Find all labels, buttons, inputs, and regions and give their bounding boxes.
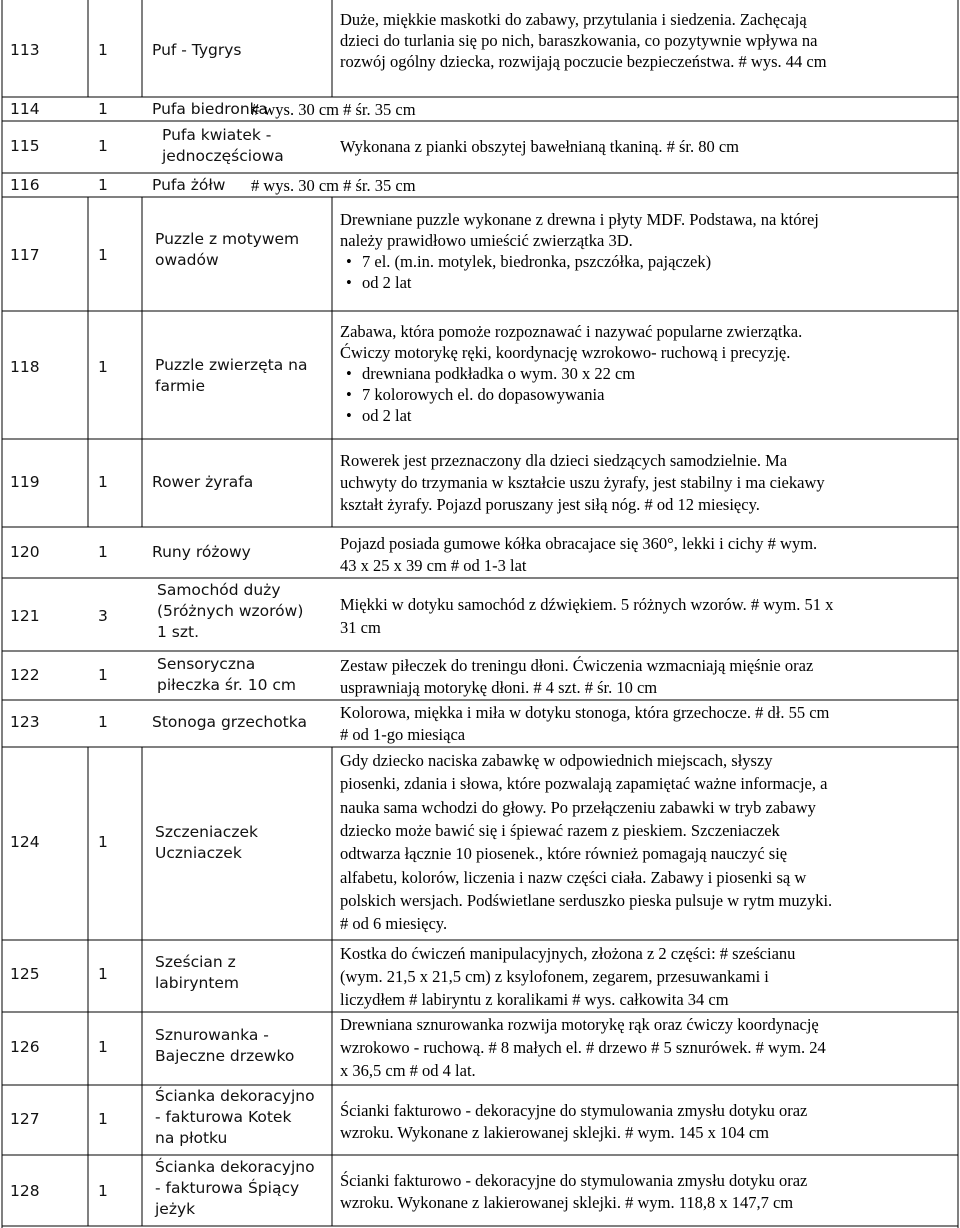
bullet-text: od 2 lat bbox=[362, 273, 412, 292]
item-description-line: rozwój ogólny dziecka, rozwijają poczucie bezpieczeństwa. # wys. 44 cm bbox=[340, 52, 827, 71]
item-name-line: Puf - Tygrys bbox=[152, 41, 242, 59]
row-number: 121 bbox=[10, 607, 40, 625]
item-description-line: x 36,5 cm # od 4 lat. bbox=[340, 1061, 476, 1080]
item-name-line: jeżyk bbox=[155, 1200, 196, 1218]
item-name-line: - fakturowa Śpiący bbox=[155, 1179, 300, 1197]
row-number: 120 bbox=[10, 543, 40, 561]
item-description-line: Drewniane puzzle wykonane z drewna i płyty MDF. Podstawa, na której bbox=[340, 210, 819, 229]
row-number: 119 bbox=[10, 473, 40, 491]
bullet-item bbox=[346, 363, 635, 384]
row-number: 122 bbox=[10, 666, 40, 684]
bullet-icon: • bbox=[346, 406, 352, 425]
row-quantity: 1 bbox=[98, 100, 108, 118]
row-quantity: 1 bbox=[98, 473, 108, 491]
item-name-line: farmie bbox=[155, 377, 205, 395]
item-description-line: Zabawa, która pomoże rozpoznawać i nazywać popularne zwierzątka. bbox=[340, 322, 803, 341]
item-description-line: Ćwiczy motorykę ręki, koordynację wzrokowo- ruchową i precyzję. bbox=[340, 343, 791, 362]
item-description-line: liczydłem # labiryntu z koralikami # wys. całkowita 34 cm bbox=[340, 990, 729, 1009]
item-name-line: 1 szt. bbox=[157, 623, 200, 641]
item-name-line: na płotku bbox=[155, 1129, 228, 1147]
item-description-line: # wys. 30 cm # śr. 35 cm bbox=[251, 176, 416, 195]
row-number: 114 bbox=[10, 100, 40, 118]
item-description-line: wzrokowo - ruchową. # 8 małych el. # drzewo # 5 sznurówek. # wym. 24 bbox=[340, 1038, 826, 1057]
item-name-line: - fakturowa Kotek bbox=[155, 1108, 292, 1126]
item-description-line: Pojazd posiada gumowe kółka obracajace się 360°, lekki i cichy # wym. bbox=[340, 534, 818, 553]
item-description-line: # od 6 miesięcy. bbox=[340, 914, 448, 934]
bullet-text: od 2 lat bbox=[362, 406, 412, 425]
row-quantity: 1 bbox=[98, 965, 108, 983]
item-description-line: Gdy dziecko naciska zabawkę w odpowiednich miejscach, słyszy bbox=[340, 751, 773, 770]
row-number: 118 bbox=[10, 358, 40, 376]
row-quantity: 1 bbox=[98, 713, 108, 731]
row-quantity: 1 bbox=[98, 666, 108, 684]
item-name-line: Sznurowanka - bbox=[155, 1026, 269, 1044]
item-description-line: Ścianki fakturowo - dekoracyjne do stymulowania zmysłu dotyku oraz bbox=[340, 1171, 808, 1190]
item-name-line: Puzzle z motywem bbox=[155, 230, 300, 248]
row-number: 115 bbox=[10, 137, 40, 155]
item-description-line: należy prawidłowo umieścić zwierzątka 3D. bbox=[340, 231, 633, 250]
item-name-line: Samochód duży bbox=[157, 581, 281, 599]
item-name-line: Uczniaczek bbox=[155, 844, 242, 862]
item-description-line: dziecko może bawić się i śpiewać razem z pieskiem. Szczeniaczek bbox=[340, 820, 780, 840]
row-quantity: 1 bbox=[98, 1110, 108, 1128]
item-name-line: piłeczka śr. 10 cm bbox=[157, 676, 297, 694]
row-number: 124 bbox=[10, 833, 40, 851]
bullet-text: drewniana podkładka o wym. 30 x 22 cm bbox=[362, 364, 636, 383]
item-description-line: dzieci do turlania się po nich, baraszkowania, co pozytywnie wpływa na bbox=[340, 31, 818, 50]
bullet-item bbox=[346, 272, 412, 293]
bullet-icon: • bbox=[346, 252, 352, 271]
item-name-line: Ścianka dekoracyjno bbox=[155, 1087, 315, 1105]
item-description-line: piosenki, zdania i słowa, które pozwalają zapamiętać ważne informacje, a bbox=[340, 774, 828, 794]
item-description-line: Duże, miękkie maskotki do zabawy, przytulania i siedzenia. Zachęcają bbox=[340, 10, 807, 29]
row-number: 116 bbox=[10, 176, 40, 194]
row-number: 128 bbox=[10, 1182, 40, 1200]
row-quantity: 1 bbox=[98, 833, 108, 851]
row-number: 125 bbox=[10, 965, 40, 983]
bullet-item bbox=[346, 251, 711, 272]
bullet-icon: • bbox=[346, 385, 352, 404]
item-name-line: Bajeczne drzewko bbox=[155, 1047, 295, 1065]
item-description-line: alfabetu, kolorów, liczenia i nazw części ciała. Zabawy i piosenki są w bbox=[340, 867, 807, 887]
row-quantity: 1 bbox=[98, 1038, 108, 1056]
row-number: 126 bbox=[10, 1038, 40, 1056]
item-description-line: (wym. 21,5 x 21,5 cm) z ksylofonem, zegarem, przesuwankami i bbox=[340, 967, 769, 986]
item-description-line: Wykonana z pianki obszytej bawełnianą tkaniną. # śr. 80 cm bbox=[340, 137, 740, 156]
item-description-line: Kostka do ćwiczeń manipulacyjnych, złożona z 2 części: # sześcianu bbox=[340, 944, 796, 963]
item-description-line: Drewniana sznurowanka rozwija motorykę rąk oraz ćwiczy koordynację bbox=[340, 1015, 819, 1034]
item-description-line: # od 1-go miesiąca bbox=[340, 725, 466, 744]
bullet-text: 7 el. (m.in. motylek, biedronka, pszczółka, pajączek) bbox=[362, 252, 712, 271]
item-description-line: 43 x 25 x 39 cm # od 1-3 lat bbox=[340, 556, 527, 575]
row-quantity: 1 bbox=[98, 246, 108, 264]
row-quantity: 1 bbox=[98, 358, 108, 376]
item-description-line: kształt żyrafy. Pojazd poruszany jest siłą nóg. # od 12 miesięcy. bbox=[340, 495, 760, 514]
item-name-line: Stonoga grzechotka bbox=[152, 713, 307, 731]
item-description-line: Rowerek jest przeznaczony dla dzieci siedzących samodzielnie. Ma bbox=[340, 451, 788, 470]
item-description-line: nauka sama wchodzi do głowy. Po przełączeniu zabawki w tryb zabawy bbox=[340, 797, 816, 817]
item-name-line: Pufa biedronka bbox=[152, 100, 268, 118]
row-quantity: 1 bbox=[98, 41, 108, 59]
bullet-item bbox=[346, 405, 412, 426]
item-name-line: Sensoryczna bbox=[157, 655, 256, 673]
item-name-line: jednoczęściowa bbox=[162, 147, 284, 165]
item-description-line: Kolorowa, miękka i miła w dotyku stonoga, która grzechocze. # dł. 55 cm bbox=[340, 703, 830, 722]
item-description-line: Zestaw piłeczek do treningu dłoni. Ćwiczenia wzmacniają mięśnie oraz bbox=[340, 656, 814, 675]
item-name-line: Szczeniaczek bbox=[155, 823, 258, 841]
row-quantity: 1 bbox=[98, 176, 108, 194]
item-description-line: wzroku. Wykonane z lakierowanej sklejki. # wym. 118,8 x 147,7 cm bbox=[340, 1193, 794, 1212]
item-description-line: odtwarza łącznie 10 piosenek., które również pomagają nauczyć się bbox=[340, 844, 788, 864]
bullet-item bbox=[346, 384, 604, 405]
item-description-line: polskich wersjach. Podświetlane serduszko pieska pulsuje w rytm muzyki. bbox=[340, 890, 833, 910]
row-number: 117 bbox=[10, 246, 40, 264]
row-quantity: 3 bbox=[98, 607, 108, 625]
row-number: 113 bbox=[10, 41, 40, 59]
item-description-line: # wys. 30 cm # śr. 35 cm bbox=[251, 100, 416, 119]
item-description-line: Ścianki fakturowo - dekoracyjne do stymulowania zmysłu dotyku oraz bbox=[340, 1101, 808, 1120]
item-description-line: 31 cm bbox=[340, 618, 381, 637]
item-name-line: Pufa żółw bbox=[152, 176, 226, 194]
item-description-line: usprawniają motorykę dłoni. # 4 szt. # śr. 10 cm bbox=[340, 678, 658, 697]
item-name-line: labiryntem bbox=[155, 974, 240, 992]
item-name-line: owadów bbox=[155, 251, 219, 269]
row-number: 123 bbox=[10, 713, 40, 731]
item-name-line: Pufa kwiatek - bbox=[162, 126, 272, 144]
row-quantity: 1 bbox=[98, 1182, 108, 1200]
item-description-line: uchwyty do trzymania w kształcie uszu żyrafy, jest stabilny i ma ciekawy bbox=[340, 473, 825, 492]
bullet-icon: • bbox=[346, 364, 352, 383]
item-name-line: Sześcian z bbox=[155, 953, 236, 971]
item-name-line: (5różnych wzorów) bbox=[157, 602, 304, 620]
bullet-text: 7 kolorowych el. do dopasowywania bbox=[362, 385, 605, 404]
row-quantity: 1 bbox=[98, 137, 108, 155]
row-quantity: 1 bbox=[98, 543, 108, 561]
item-description-line: wzroku. Wykonane z lakierowanej sklejki. # wym. 145 x 104 cm bbox=[340, 1123, 769, 1142]
bullet-icon: • bbox=[346, 273, 352, 292]
item-description-line: Miękki w dotyku samochód z dźwiękiem. 5 różnych wzorów. # wym. 51 x bbox=[340, 595, 834, 614]
item-name-line: Rower żyrafa bbox=[152, 473, 254, 491]
item-name-line: Runy różowy bbox=[152, 543, 251, 561]
row-number: 127 bbox=[10, 1110, 40, 1128]
item-name-line: Ścianka dekoracyjno bbox=[155, 1158, 315, 1176]
item-name-line: Puzzle zwierzęta na bbox=[155, 356, 308, 374]
